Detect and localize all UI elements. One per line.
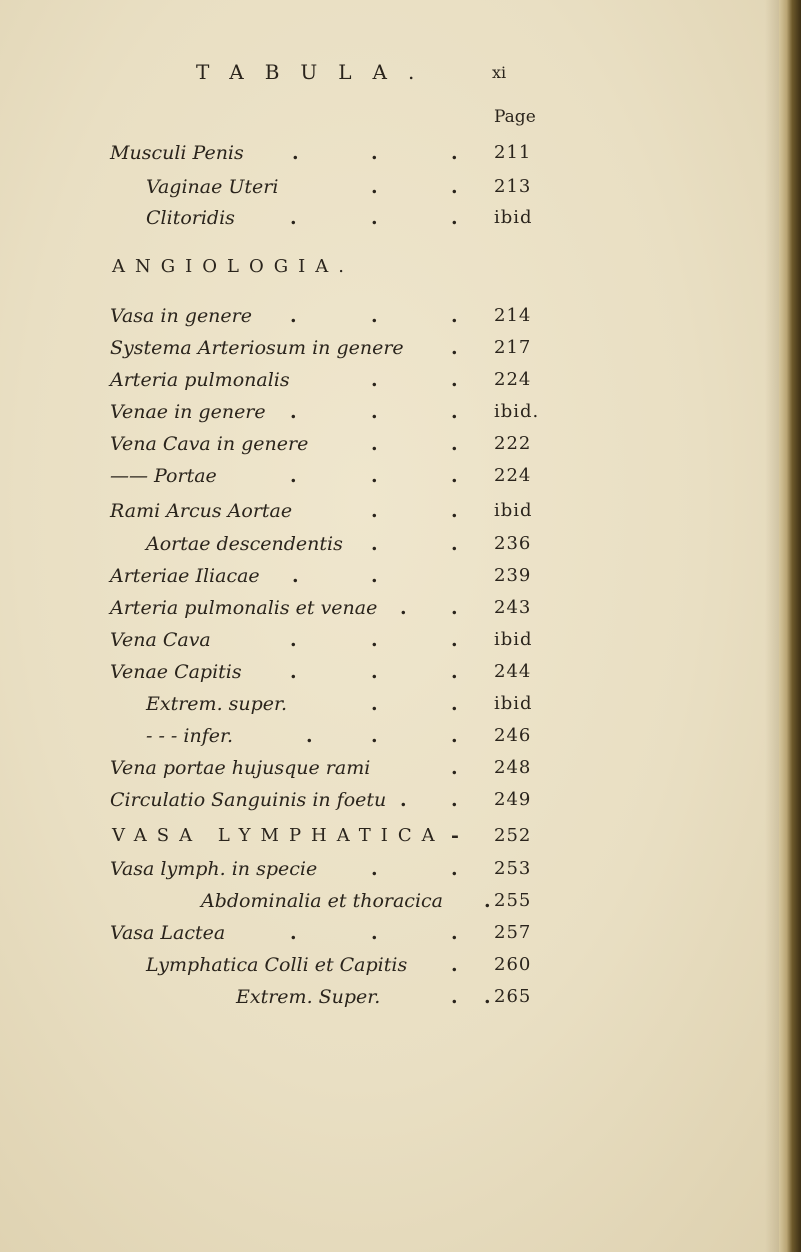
entry-title: Vena portae hujusque rami [110,757,371,779]
entry-title: Abdominalia et thoracica [201,890,443,912]
entry-title: Venae in genere [110,401,266,423]
folio-number: xi [492,63,507,82]
entry-page: 214 [494,305,532,326]
toc-entry: Arteria pulmonalis . . 224 [110,369,532,391]
entry-page: 265 [494,986,532,1007]
entry-page: 257 [494,922,532,943]
entry-page: 255 [494,890,532,911]
toc-entry: Abdominalia et thoracica . 255 [201,890,532,912]
entry-page: 244 [494,661,532,682]
toc-entry: —— Portae . . . 224 [110,465,532,487]
toc-entry: Arteria pulmonalis et venae . . 243 [110,597,532,619]
entry-page: 213 [494,176,532,197]
entry-page: 224 [494,465,532,486]
section-heading-vasa-lymphatica: VASA LYMPHATICA [112,825,445,846]
entry-title: Vasa lymph. in specie [110,858,318,880]
entry-title: Arteria pulmonalis [110,369,290,391]
entry-title: Extrem. Super. [236,986,381,1008]
toc-entry: Vasa in genere . . . 214 [110,305,532,327]
toc-entry: Venae Capitis . . . 244 [110,661,532,683]
page-column-label: Page [494,107,536,127]
toc-entry: Arteriae Iliacae . . 239 [110,565,532,587]
entry-title: —— Portae [110,465,217,487]
entry-title: Rami Arcus Aortae [110,500,293,522]
toc-entry: Extrem. super. . . ibid [146,693,533,715]
toc-entry: - - - infer. . . . 246 [146,725,532,747]
toc-entry: Systema Arteriosum in genere . 217 [110,337,532,359]
section-heading-angiologia: ANGIOLOGIA. [112,256,354,277]
entry-page: 224 [494,369,532,390]
toc-entry: Vasa lymph. in specie . . 253 [110,858,532,880]
toc-entry: Vena portae hujusque rami . 248 [110,757,532,779]
entry-page: 253 [494,858,532,879]
toc-entry-musculi-penis: Musculi Penis . . . 211 [110,142,532,164]
section-heading-row-vasa-lymphatica: VASA LYMPHATICA - 252 [112,825,532,847]
page-gutter-shadow [765,0,779,1252]
toc-entry-vaginae-uteri: Vaginae Uteri . . 213 [146,176,532,198]
toc-entry: Vena Cava . . . ibid [110,629,533,651]
toc-entry-clitoridis: Clitoridis . . . ibid [146,207,533,229]
entry-title: Extrem. super. [146,693,288,715]
entry-title: Clitoridis [146,207,235,229]
entry-title: Vaginae Uteri [146,176,279,198]
toc-entry: Extrem. Super. . . 265 [236,986,532,1008]
entry-title: Lymphatica Colli et Capitis [146,954,408,976]
toc-entry: Rami Arcus Aortae . . ibid [110,500,533,522]
entry-page: 248 [494,757,532,778]
toc-entry: Vasa Lactea . . . 257 [110,922,532,944]
entry-page: 249 [494,789,532,810]
entry-page: ibid [494,207,533,228]
entry-page: 236 [494,533,532,554]
entry-title: Systema Arteriosum in genere [110,337,404,359]
entry-page: ibid. [494,401,540,422]
entry-title: Aortae descendentis [146,533,343,555]
entry-title: Arteria pulmonalis et venae [110,597,378,619]
entry-title: Venae Capitis [110,661,242,683]
running-head-title: TABULA. [196,60,436,84]
entry-page: 222 [494,433,532,454]
section-heading-page: 252 [494,825,532,846]
entry-page: ibid [494,500,533,521]
entry-page: ibid [494,629,533,650]
entry-page: ibid [494,693,533,714]
entry-title: Circulatio Sanguinis in foetu [110,789,387,811]
toc-entry: Venae in genere . . . ibid. [110,401,540,423]
toc-entry: Aortae descendentis . . 236 [146,533,532,555]
entry-page: 246 [494,725,532,746]
book-spine [779,0,801,1252]
entry-page: 217 [494,337,532,358]
entry-page: 260 [494,954,532,975]
toc-entry: Lymphatica Colli et Capitis . 260 [146,954,532,976]
entry-title: Vasa in genere [110,305,252,327]
entry-title: Vasa Lactea [110,922,226,944]
toc-entry: Vena Cava in genere . . 222 [110,433,532,455]
toc-entry: Circulatio Sanguinis in foetu . . 249 [110,789,532,811]
entry-page: 243 [494,597,532,618]
entry-title: Vena Cava in genere [110,433,309,455]
entry-title: Musculi Penis [110,142,244,164]
entry-title: Vena Cava [110,629,211,651]
entry-page: 239 [494,565,532,586]
entry-title: Arteriae Iliacae [110,565,260,587]
entry-title: - - - infer. [146,725,234,747]
entry-page: 211 [494,142,532,163]
